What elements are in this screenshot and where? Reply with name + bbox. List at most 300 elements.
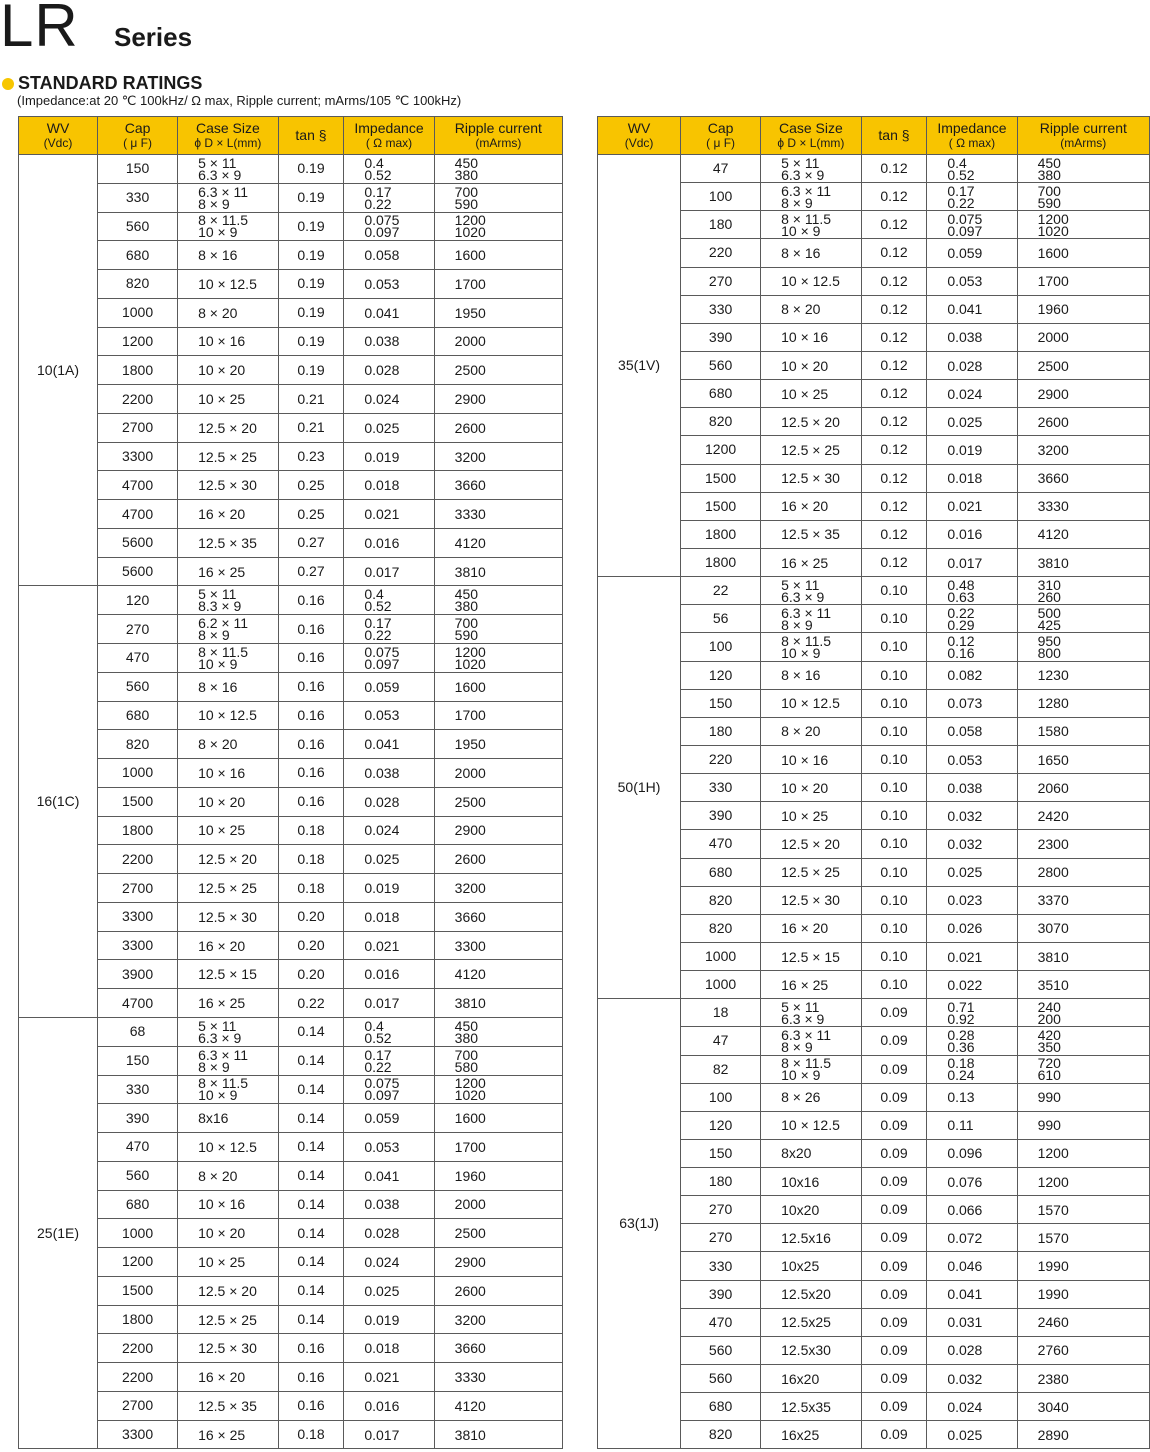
tan-cell: 0.20 (278, 902, 344, 931)
case-size-cell (761, 492, 862, 520)
impedance-cell (927, 1280, 1017, 1308)
cell-line: 0.52 (364, 166, 392, 183)
cell-line: 12.5 × 20 (781, 413, 840, 430)
cap-cell: 3300 (98, 931, 178, 960)
cell-line: 16 × 20 (198, 937, 246, 954)
cell-line: 5 × 11 (781, 998, 820, 1015)
cell-line: 10 × 20 (198, 793, 246, 810)
ripple-cell (434, 1391, 562, 1420)
cell-line: 12.5 × 30 (198, 908, 257, 925)
column-header-ripple-current (434, 117, 562, 155)
column-header-wv (598, 117, 681, 155)
case-size-cell (178, 1133, 279, 1162)
cell-line: 0.021 (364, 1369, 400, 1386)
impedance-cell (344, 845, 434, 874)
impedance-cell (344, 1190, 434, 1219)
table-row (19, 1276, 563, 1305)
cell-line: 12.5 × 20 (781, 835, 840, 852)
series-word: Series (114, 22, 193, 52)
cell-line: 0.52 (947, 166, 975, 183)
tan-cell: 0.12 (861, 267, 927, 295)
cell-line: 0.058 (364, 247, 400, 264)
column-header-unit: (mArms) (1060, 135, 1107, 150)
tan-cell: 0.09 (861, 1168, 927, 1196)
impedance-cell (927, 745, 1017, 773)
cell-line: 12.5 × 30 (198, 1340, 257, 1357)
cell-line: 4120 (454, 966, 486, 983)
cell-line: 8 × 11.5 (198, 212, 249, 229)
table-row (19, 701, 563, 730)
cell-line: 0.48 (947, 576, 975, 593)
table-row (598, 1139, 1150, 1167)
tan-cell: 0.14 (278, 1219, 344, 1248)
tan-cell: 0.12 (861, 380, 927, 408)
cell-line: 1600 (454, 247, 486, 264)
cell-line: 0.028 (947, 1342, 983, 1359)
column-header-label: WV (627, 119, 651, 136)
cell-line: 0.024 (947, 385, 983, 402)
cell-line: 16 × 25 (198, 1426, 246, 1443)
case-size-cell (761, 1365, 862, 1393)
impedance-cell (927, 1336, 1017, 1364)
ripple-cell (1017, 942, 1149, 970)
tan-cell: 0.12 (861, 492, 927, 520)
impedance-cell (927, 1308, 1017, 1336)
cap-cell: 820 (681, 886, 761, 914)
case-size-cell (761, 267, 862, 295)
cap-cell: 150 (98, 1046, 178, 1075)
impedance-cell (927, 802, 1017, 830)
impedance-cell (927, 577, 1017, 605)
case-size-cell (178, 442, 279, 471)
cell-line: 1950 (454, 304, 486, 321)
cap-cell: 680 (681, 380, 761, 408)
cell-line: 10 × 25 (781, 807, 829, 824)
cell-line: 5 × 11 (198, 1017, 237, 1034)
cell-line: 0.075 (364, 212, 400, 229)
ripple-cell (434, 183, 562, 212)
column-header-case-size (761, 117, 862, 155)
case-size-cell (761, 436, 862, 464)
table-row (598, 351, 1150, 379)
cell-line: 0.017 (364, 995, 400, 1012)
impedance-cell (344, 212, 434, 241)
impedance-cell (927, 380, 1017, 408)
impedance-cell (927, 408, 1017, 436)
cell-line: 0.17 (364, 183, 392, 200)
cell-line: 450 (454, 586, 479, 603)
cell-line: 2600 (454, 851, 486, 868)
ripple-cell (434, 471, 562, 500)
cell-line: 10 × 16 (198, 1196, 246, 1213)
cell-line: 10 × 16 (781, 329, 829, 346)
cell-line: 380 (454, 166, 479, 183)
case-size-cell (178, 528, 279, 557)
cell-line: 0.097 (364, 1087, 400, 1104)
tan-cell: 0.18 (278, 1420, 344, 1449)
case-size-cell (761, 1111, 862, 1139)
cell-line: 0.053 (364, 275, 400, 292)
cell-line: 12.5 × 30 (781, 892, 840, 909)
ripple-cell (434, 500, 562, 529)
cell-line: 8 × 11.5 (781, 632, 832, 649)
tan-cell: 0.12 (861, 548, 927, 576)
tan-cell: 0.10 (861, 605, 927, 633)
case-size-cell (761, 351, 862, 379)
case-size-cell (178, 500, 279, 529)
table-row (598, 774, 1150, 802)
table-row (598, 802, 1150, 830)
ripple-cell (434, 528, 562, 557)
table-row (19, 672, 563, 701)
table-row (19, 1046, 563, 1075)
cell-line: 1020 (454, 224, 486, 241)
cell-line: 0.17 (364, 1046, 392, 1063)
tan-cell: 0.22 (278, 989, 344, 1018)
case-size-cell (178, 816, 279, 845)
cell-line: 16 × 20 (781, 498, 829, 515)
impedance-cell (927, 436, 1017, 464)
impedance-cell (927, 1168, 1017, 1196)
column-header-label: tan § (295, 127, 327, 143)
impedance-cell (344, 787, 434, 816)
cap-cell: 4700 (98, 989, 178, 1018)
tan-cell: 0.12 (861, 408, 927, 436)
table-row (598, 436, 1150, 464)
cell-line: 12.5 × 25 (781, 864, 840, 881)
impedance-cell (927, 239, 1017, 267)
cell-line: 0.22 (947, 604, 975, 621)
cap-cell: 560 (98, 212, 178, 241)
cell-line: 450 (454, 154, 479, 171)
ratings-table-left (18, 116, 563, 1449)
table-row (19, 212, 563, 241)
cell-line: 10 × 25 (781, 385, 829, 402)
cell-line: 3660 (1037, 470, 1069, 487)
table-row (598, 717, 1150, 745)
cell-line: 0.17 (364, 615, 392, 632)
tan-cell: 0.12 (861, 183, 927, 211)
ripple-cell (1017, 717, 1149, 745)
cell-line: 2890 (1037, 1426, 1069, 1443)
impedance-cell (344, 730, 434, 759)
table-row (19, 759, 563, 788)
cap-cell: 680 (98, 701, 178, 730)
tan-cell: 0.12 (861, 436, 927, 464)
cell-line: 3810 (454, 563, 486, 580)
cell-line: 3810 (454, 1426, 486, 1443)
case-size-cell (178, 989, 279, 1018)
impedance-cell (344, 1305, 434, 1334)
cell-line: 1700 (1037, 273, 1069, 290)
table-row (598, 1252, 1150, 1280)
case-size-cell (761, 1168, 862, 1196)
tan-cell: 0.16 (278, 1334, 344, 1363)
table-row (19, 902, 563, 931)
impedance-cell (344, 298, 434, 327)
case-size-cell (178, 960, 279, 989)
cell-line: 700 (454, 183, 479, 200)
case-size-cell (178, 701, 279, 730)
table-row (19, 356, 563, 385)
cap-cell: 22 (681, 577, 761, 605)
case-size-cell (178, 270, 279, 299)
tan-cell: 0.09 (861, 1224, 927, 1252)
tan-cell: 0.18 (278, 816, 344, 845)
impedance-cell (927, 830, 1017, 858)
cell-line: 800 (1037, 644, 1061, 661)
cell-line: 0.016 (364, 534, 400, 551)
tan-cell: 0.10 (861, 942, 927, 970)
cap-cell: 1800 (98, 1305, 178, 1334)
table-row (598, 1365, 1150, 1393)
cell-line: 0.075 (947, 210, 983, 227)
tan-cell: 0.10 (861, 858, 927, 886)
impedance-cell (344, 1363, 434, 1392)
case-size-cell (761, 155, 862, 183)
table-row (19, 557, 563, 586)
cell-line: 350 (1037, 1038, 1061, 1055)
ripple-cell (1017, 239, 1149, 267)
cap-cell: 180 (681, 211, 761, 239)
tan-cell: 0.12 (861, 323, 927, 351)
cell-line: 0.025 (947, 864, 983, 881)
cap-cell: 560 (681, 1336, 761, 1364)
cap-cell: 100 (681, 633, 761, 661)
ripple-cell (1017, 633, 1149, 661)
cap-cell: 470 (98, 1133, 178, 1162)
ripple-cell (434, 672, 562, 701)
table-row (598, 464, 1150, 492)
table-row (19, 1190, 563, 1219)
column-header-label: Impedance (354, 119, 424, 136)
table-row (598, 267, 1150, 295)
cell-line: 0.016 (364, 1397, 400, 1414)
ripple-cell (1017, 183, 1149, 211)
impedance-cell (927, 1111, 1017, 1139)
cap-cell: 120 (98, 586, 178, 615)
column-header-label: Impedance (937, 119, 1007, 136)
tan-cell: 0.18 (278, 874, 344, 903)
impedance-cell (344, 902, 434, 931)
cell-line: 10 × 9 (781, 1067, 821, 1084)
case-size-cell (761, 830, 862, 858)
table-row (598, 886, 1150, 914)
cell-line: 12.5 × 20 (198, 851, 257, 868)
table-row (598, 971, 1150, 999)
cap-cell: 100 (681, 183, 761, 211)
cell-line: 2420 (1037, 807, 1069, 824)
case-size-cell (761, 239, 862, 267)
cell-line: 12.5 × 15 (198, 966, 257, 983)
cell-line: 12.5x16 (781, 1229, 831, 1246)
column-header-tan (861, 117, 927, 155)
table-row (19, 1305, 563, 1334)
cell-line: 2300 (1037, 835, 1069, 852)
case-size-cell (178, 1248, 279, 1277)
cell-line: 10x16 (781, 1173, 820, 1190)
case-size-cell (178, 586, 279, 615)
cap-cell: 1000 (681, 942, 761, 970)
ripple-cell (434, 1334, 562, 1363)
cell-line: 1200 (1037, 1145, 1069, 1162)
cell-line: 0.22 (364, 1058, 392, 1075)
impedance-cell (344, 183, 434, 212)
cell-line: 0.16 (947, 644, 975, 661)
tan-cell: 0.10 (861, 971, 927, 999)
cell-line: 8 × 20 (198, 1167, 238, 1184)
cell-line: 8 × 20 (781, 723, 821, 740)
cell-line: 2000 (1037, 329, 1069, 346)
cell-line: 16x25 (781, 1426, 820, 1443)
cap-cell: 3900 (98, 960, 178, 989)
table-row (598, 830, 1150, 858)
cell-line: 2000 (454, 333, 486, 350)
cell-line: 2380 (1037, 1370, 1069, 1387)
cell-line: 1700 (454, 1138, 486, 1155)
cell-line: 0.028 (947, 357, 983, 374)
case-size-cell (178, 1420, 279, 1449)
cell-line: 10 × 25 (198, 1253, 246, 1270)
tan-cell: 0.10 (861, 774, 927, 802)
cell-line: 0.71 (947, 998, 975, 1015)
cell-line: 0.053 (364, 1138, 400, 1155)
case-size-cell (761, 520, 862, 548)
ripple-cell (1017, 1336, 1149, 1364)
cell-line: 0.019 (364, 880, 400, 897)
case-size-cell (178, 1276, 279, 1305)
cell-line: 8x16 (198, 1110, 229, 1127)
ripple-cell (1017, 1027, 1149, 1055)
tan-cell: 0.19 (278, 270, 344, 299)
impedance-cell (344, 1248, 434, 1277)
cell-line: 12.5 × 35 (198, 534, 257, 551)
cell-line: 0.52 (364, 1029, 392, 1046)
cap-cell: 1500 (98, 787, 178, 816)
cap-cell: 68 (98, 1017, 178, 1046)
case-size-cell (761, 717, 862, 745)
table-row (598, 380, 1150, 408)
case-size-cell (761, 774, 862, 802)
cell-line: 0.12 (947, 632, 975, 649)
impedance-cell (927, 1252, 1017, 1280)
impedance-cell (344, 1133, 434, 1162)
cap-cell: 470 (681, 830, 761, 858)
impedance-cell (344, 1420, 434, 1449)
ripple-cell (1017, 1196, 1149, 1224)
cell-line: 1600 (454, 678, 486, 695)
ripple-cell (434, 1161, 562, 1190)
table-row (598, 1308, 1150, 1336)
case-size-cell (178, 327, 279, 356)
tan-cell: 0.10 (861, 914, 927, 942)
impedance-cell (344, 960, 434, 989)
tan-cell: 0.12 (861, 155, 927, 183)
impedance-cell (344, 241, 434, 270)
column-header-impedance (344, 117, 434, 155)
cell-line: 1570 (1037, 1201, 1069, 1218)
cell-line: 12.5x30 (781, 1342, 831, 1359)
case-size-cell (761, 745, 862, 773)
cell-line: 10 × 12.5 (198, 707, 257, 724)
ripple-cell (1017, 1168, 1149, 1196)
column-header-unit: ϕ D × L(mm) (194, 135, 262, 150)
cell-line: 0.019 (364, 448, 400, 465)
impedance-cell (927, 661, 1017, 689)
cap-cell: 2700 (98, 1391, 178, 1420)
cap-cell: 1000 (681, 971, 761, 999)
ripple-cell (1017, 661, 1149, 689)
cell-line: 0.016 (947, 526, 983, 543)
cell-line: 3300 (454, 937, 486, 954)
cell-line: 16 × 20 (198, 506, 246, 523)
tan-cell: 0.10 (861, 802, 927, 830)
table-row (19, 1133, 563, 1162)
tan-cell: 0.10 (861, 717, 927, 745)
cell-line: 240 (1037, 998, 1061, 1015)
cell-line: 6.3 × 9 (198, 1029, 242, 1046)
table-row (598, 1083, 1150, 1111)
table-row (19, 1248, 563, 1277)
case-size-cell (178, 1046, 279, 1075)
tan-cell: 0.10 (861, 745, 927, 773)
cell-line: 0.024 (364, 822, 400, 839)
ratings-note: (Impedance:at 20 ℃ 100kHz/ Ω max, Ripple current; mArms/105 ℃ 100kHz) (17, 93, 462, 108)
column-header-wv (19, 117, 98, 155)
tan-cell: 0.19 (278, 327, 344, 356)
cap-cell: 18 (681, 999, 761, 1027)
cell-line: 450 (454, 1017, 479, 1034)
cap-cell: 5600 (98, 528, 178, 557)
cell-line: 0.038 (364, 1196, 400, 1213)
cap-cell: 680 (98, 1190, 178, 1219)
cap-cell: 1200 (98, 327, 178, 356)
cell-line: 10 × 9 (198, 224, 238, 241)
cell-line: 0.097 (364, 655, 400, 672)
cell-line: 5 × 11 (198, 586, 237, 603)
table-row (19, 787, 563, 816)
cell-line: 425 (1037, 616, 1061, 633)
case-size-cell (178, 845, 279, 874)
cap-cell: 270 (681, 267, 761, 295)
cell-line: 12.5 × 15 (781, 948, 840, 965)
cell-line: 0.024 (364, 1253, 400, 1270)
cell-line: 0.041 (364, 1167, 400, 1184)
ripple-cell (434, 787, 562, 816)
cell-line: 0.36 (947, 1038, 975, 1055)
cell-line: 0.028 (364, 362, 400, 379)
cell-line: 0.13 (947, 1089, 975, 1106)
tan-cell: 0.09 (861, 1365, 927, 1393)
cell-line: 2900 (1037, 385, 1069, 402)
impedance-cell (927, 1139, 1017, 1167)
column-header-unit: (Vdc) (624, 135, 654, 150)
ripple-cell (1017, 689, 1149, 717)
ripple-cell (434, 1133, 562, 1162)
cell-line: 2600 (1037, 413, 1069, 430)
cell-line: 420 (1037, 1026, 1061, 1043)
cell-line: 2000 (454, 764, 486, 781)
case-size-cell (178, 874, 279, 903)
cell-line: 1580 (1037, 723, 1069, 740)
cell-line: 1960 (1037, 301, 1069, 318)
tan-cell: 0.20 (278, 931, 344, 960)
case-size-cell (178, 1391, 279, 1420)
cell-line: 2000 (454, 1196, 486, 1213)
cell-line: 0.038 (364, 764, 400, 781)
case-size-cell (178, 1017, 279, 1046)
cell-line: 3330 (454, 1369, 486, 1386)
